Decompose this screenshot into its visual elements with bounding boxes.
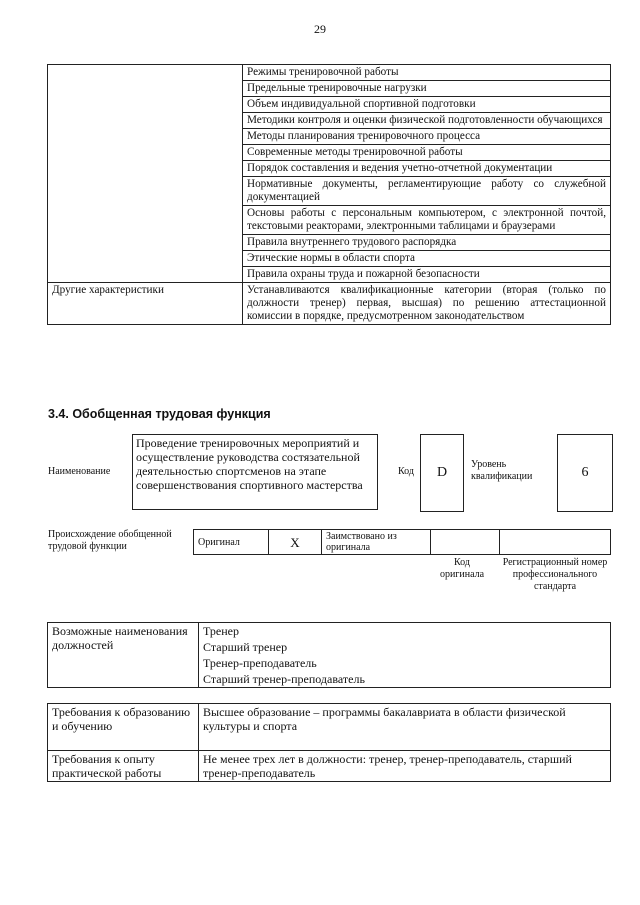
page-number: 29 xyxy=(314,22,326,36)
requirements-table xyxy=(47,703,611,782)
code-label: Код xyxy=(398,466,414,477)
knowledge-item: Режимы тренировочной работы xyxy=(243,65,611,81)
code-original-cell xyxy=(431,530,500,555)
qualification-level-box: 6 xyxy=(557,434,613,512)
knowledge-item: Правила внутреннего трудового распорядка xyxy=(243,235,611,251)
name-label: Наименование xyxy=(48,466,111,477)
position-item: Старший тренер-преподаватель xyxy=(199,671,611,688)
qualification-level-label: Уровень квалификации xyxy=(471,459,533,482)
knowledge-item: Методики контроля и оценки физической подготовленности обучающихся xyxy=(243,113,611,129)
origin-label: Происхождение обобщенной трудовой функции xyxy=(48,529,172,552)
experience-value: Не менее трех лет в должности: тренер, тренер-преподаватель, старший тренер-преподаватель xyxy=(199,751,611,782)
origin-table xyxy=(193,529,611,555)
knowledge-item: Нормативные документы, регламентирующие работу со служебной документацией xyxy=(243,177,611,206)
origin-original-cell: Оригинал xyxy=(194,530,269,555)
positions-label: Возможные наименования должностей xyxy=(48,623,199,688)
other-characteristics-value: Устанавливаются квалификационные категории (вторая (только по должности тренер) первая, высшая) по решению аттестационной комиссии в порядке, предусмотренном законодательством xyxy=(243,283,611,325)
origin-mark: X xyxy=(269,530,322,555)
reg-number-cell xyxy=(500,530,611,555)
knowledge-left-cell xyxy=(48,65,243,283)
education-label: Требования к образованию и обучению xyxy=(48,704,199,751)
position-item: Тренер xyxy=(199,623,611,640)
knowledge-item: Объем индивидуальной спортивной подготовки xyxy=(243,97,611,113)
knowledge-item: Современные методы тренировочной работы xyxy=(243,145,611,161)
experience-label: Требования к опыту практической работы xyxy=(48,751,199,782)
knowledge-item: Этические нормы в области спорта xyxy=(243,251,611,267)
knowledge-item: Методы планирования тренировочного процесса xyxy=(243,129,611,145)
reg-number-caption: Регистрационный номер профессионального стандарта xyxy=(502,557,608,592)
other-characteristics-label: Другие характеристики xyxy=(48,283,243,325)
origin-borrowed-cell: Заимствовано из оригинала xyxy=(322,530,431,555)
section-heading: 3.4. Обобщенная трудовая функция xyxy=(48,407,271,421)
position-item: Старший тренер xyxy=(199,639,611,655)
education-value: Высшее образование – программы бакалавриата в области физической культуры и спорта xyxy=(199,704,611,751)
positions-table xyxy=(47,622,611,688)
position-item: Тренер-преподаватель xyxy=(199,655,611,671)
function-name-box: Проведение тренировочных мероприятий и осуществление руководства состязательной деятельностью спортсменов на этапе совершенствования спортивного мастерства xyxy=(132,434,378,510)
knowledge-table xyxy=(47,64,611,325)
knowledge-item: Порядок составления и ведения учетно-отчетной документации xyxy=(243,161,611,177)
knowledge-item: Правила охраны труда и пожарной безопасности xyxy=(243,267,611,283)
code-original-caption: Код оригинала xyxy=(439,557,485,580)
code-value-box: D xyxy=(420,434,464,512)
knowledge-item: Основы работы с персональным компьютером, с электронной почтой, текстовыми реакторами, электронными таблицами и браузерами xyxy=(243,206,611,235)
knowledge-item: Предельные тренировочные нагрузки xyxy=(243,81,611,97)
